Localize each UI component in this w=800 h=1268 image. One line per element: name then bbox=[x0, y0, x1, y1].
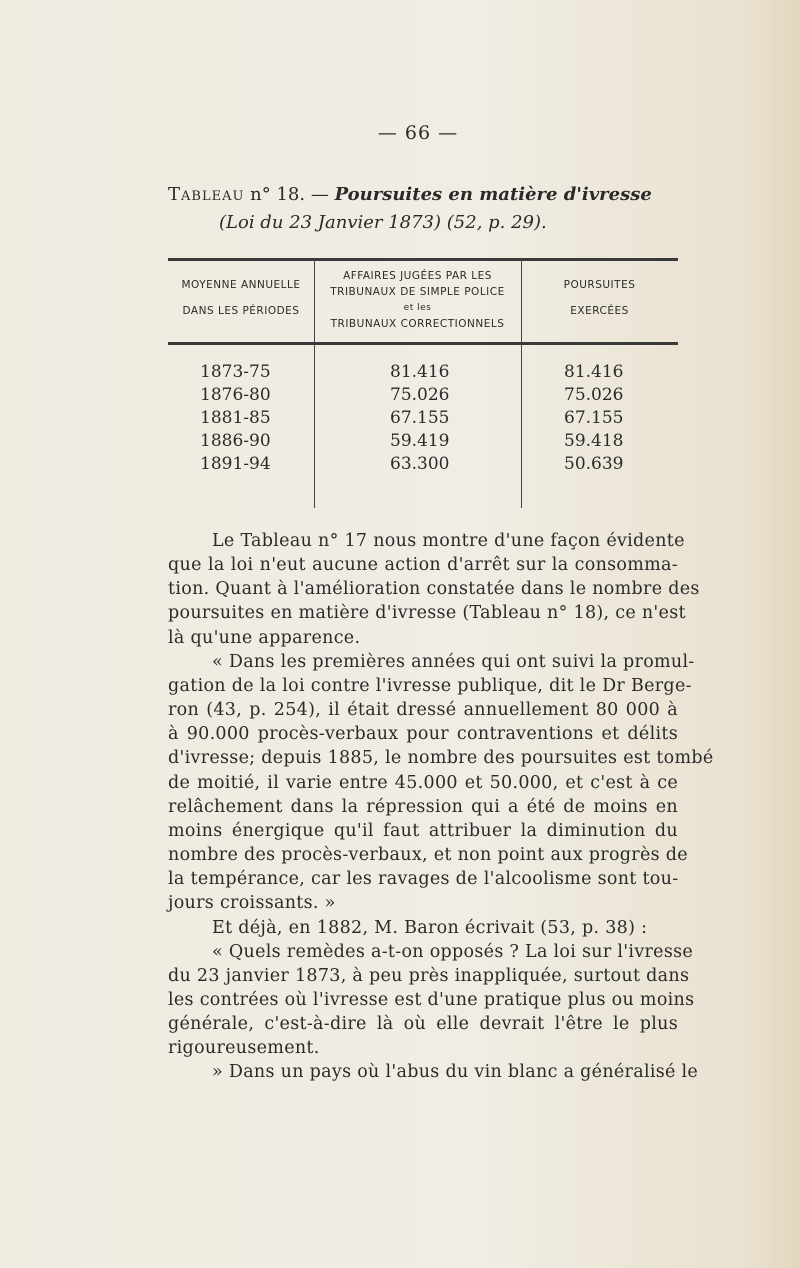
cell-poursuites: 67.155 bbox=[564, 408, 624, 428]
header-affaires-line3: et les bbox=[403, 303, 432, 313]
header-poursuites bbox=[521, 272, 678, 324]
cell-affaires: 63.300 bbox=[390, 454, 450, 474]
cell-period: 1886-90 bbox=[200, 431, 271, 451]
text-line: jours croissants. » bbox=[168, 893, 336, 914]
text-line: « Dans les premières années qui ont suivi la promul- bbox=[212, 651, 695, 672]
text-line: Le Tableau n° 17 nous montre d'une façon évidente bbox=[212, 531, 685, 551]
table-row bbox=[168, 408, 678, 431]
caption-subtitle-a: (Loi du 23 Janvier 1873) ( bbox=[219, 212, 454, 233]
text-line: de moitié, il varie entre 45.000 et 50.000, et c'est à ce bbox=[168, 772, 678, 793]
text-line: que la loi n'eut aucune action d'arrêt sur la consomma- bbox=[168, 555, 678, 576]
cell-period: 1881-85 bbox=[200, 408, 271, 428]
text-line: générale, c'est-à-dire là où elle devrait l'être le plus bbox=[168, 1014, 678, 1035]
header-periods-line1: MOYENNE ANNUELLE bbox=[181, 279, 301, 291]
header-poursuites-line1: POURSUITES bbox=[563, 279, 636, 291]
cell-poursuites: 50.639 bbox=[564, 454, 624, 474]
text-line: rigoureusement. bbox=[168, 1038, 320, 1059]
cell-period: 1876-80 bbox=[200, 385, 271, 405]
text-line: là qu'une apparence. bbox=[168, 627, 361, 648]
caption-subtitle-ref: 52 bbox=[453, 212, 477, 233]
header-periods bbox=[168, 272, 314, 324]
table-row bbox=[168, 385, 678, 408]
table-caption bbox=[168, 184, 652, 205]
header-poursuites-line2: EXERCÉES bbox=[570, 305, 629, 317]
text-line: les contrées où l'ivresse est d'une pratique plus ou moins bbox=[168, 989, 695, 1010]
header-affaires-line4: TRIBUNAUX CORRECTIONNELS bbox=[330, 318, 505, 330]
page-number: — 66 — bbox=[377, 122, 459, 144]
caption-subtitle bbox=[219, 212, 547, 233]
table-row bbox=[168, 454, 678, 477]
table-body bbox=[168, 362, 678, 477]
cell-affaires: 67.155 bbox=[390, 408, 450, 428]
table-header-rule bbox=[168, 342, 678, 345]
text-line: la tempérance, car les ravages de l'alcoolisme sont tou- bbox=[168, 869, 679, 890]
table-row bbox=[168, 431, 678, 454]
text-line: « Quels remèdes a-t-on opposés ? La loi sur l'ivresse bbox=[212, 941, 694, 962]
text-line: du 23 janvier 1873, à peu près inappliquée, surtout dans bbox=[168, 965, 690, 986]
data-table bbox=[168, 258, 678, 508]
text-line: Et déjà, en 1882, M. Baron écrivait (53, p. 38) : bbox=[212, 917, 648, 938]
cell-affaires: 81.416 bbox=[390, 362, 450, 382]
caption-number: n° 18. bbox=[250, 184, 306, 205]
header-affaires-line2: TRIBUNAUX DE SIMPLE POLICE bbox=[330, 286, 505, 298]
caption-dash: — bbox=[310, 184, 329, 205]
cell-affaires: 75.026 bbox=[390, 385, 450, 405]
body-text bbox=[168, 529, 714, 1085]
cell-poursuites: 59.418 bbox=[564, 431, 624, 451]
cell-poursuites: 75.026 bbox=[564, 385, 624, 405]
text-line: nombre des procès-verbaux, et non point aux progrès de bbox=[168, 845, 688, 866]
header-periods-line2: DANS LES PÉRIODES bbox=[182, 305, 300, 317]
table-row bbox=[168, 362, 678, 385]
text-line: » Dans un pays où l'abus du vin blanc a généralisé le bbox=[212, 1062, 699, 1083]
caption-title: Poursuites en matière d'ivresse bbox=[334, 184, 652, 205]
text-line: gation de la loi contre l'ivresse publique, dit le Dr Berge- bbox=[168, 675, 692, 696]
header-affaires bbox=[314, 268, 521, 332]
cell-affaires: 59.419 bbox=[390, 431, 450, 451]
caption-subtitle-b: , p. 29). bbox=[476, 212, 547, 233]
text-line: poursuites en matière d'ivresse (Tableau n° 18), ce n'est bbox=[168, 603, 686, 624]
cell-poursuites: 81.416 bbox=[564, 362, 624, 382]
caption-label: Tableau bbox=[168, 184, 245, 205]
text-line: relâchement dans la répression qui a été de moins en bbox=[168, 796, 678, 817]
text-line: à 90.000 procès-verbaux pour contraventions et délits bbox=[168, 724, 678, 745]
text-line: ron (43, p. 254), il était dressé annuellement 80 000 à bbox=[168, 700, 678, 721]
cell-period: 1873-75 bbox=[200, 362, 271, 382]
table-top-rule bbox=[168, 258, 678, 261]
text-line: moins énergique qu'il faut attribuer la diminution du bbox=[168, 820, 678, 841]
text-line: tion. Quant à l'amélioration constatée dans le nombre des bbox=[168, 579, 700, 600]
header-affaires-line1: AFFAIRES JUGÉES PAR LES bbox=[343, 270, 492, 282]
cell-period: 1891-94 bbox=[200, 454, 271, 474]
text-line: d'ivresse; depuis 1885, le nombre des poursuites est tombé bbox=[168, 748, 714, 769]
